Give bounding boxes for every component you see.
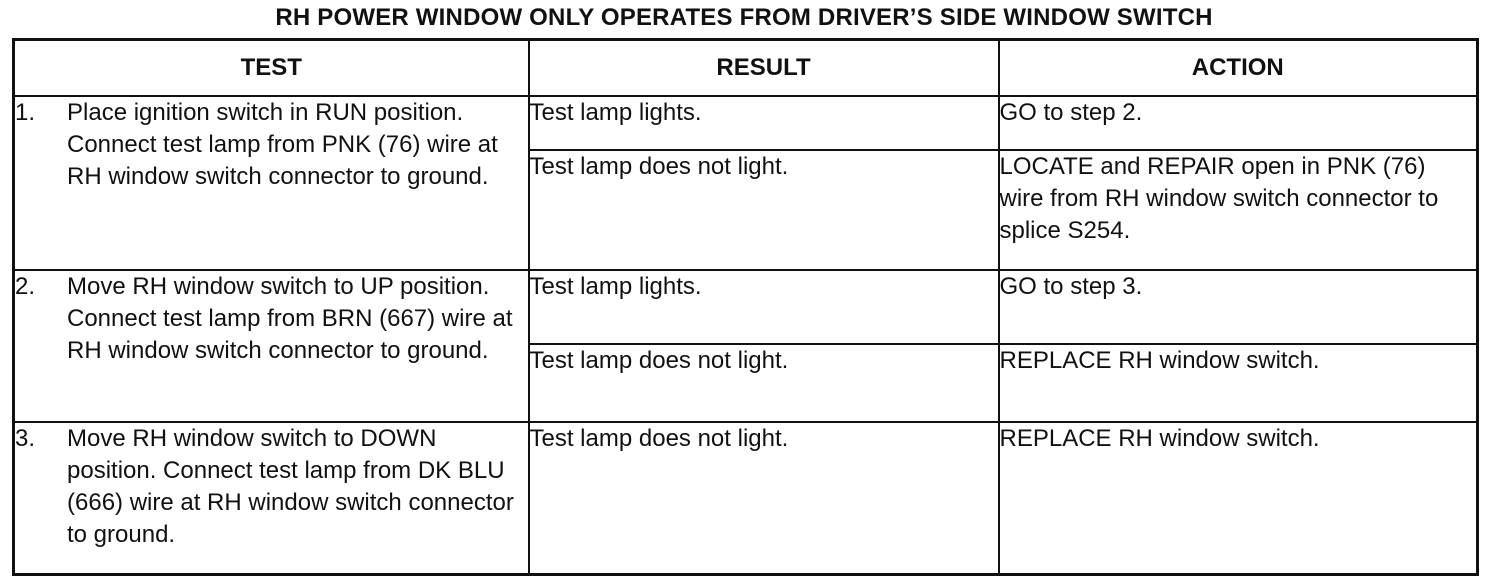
step-2-test-cell — [14, 270, 529, 422]
table-row — [14, 96, 1478, 150]
result-cell: Test lamp does not light. — [529, 150, 999, 270]
step-test-text: Move RH window switch to UP position. Connect test lamp from BRN (667) wire at RH window switch connector to ground. — [67, 273, 513, 364]
result-cell: Test lamp lights. — [529, 96, 999, 150]
result-cell: Test lamp does not light. — [529, 422, 999, 575]
action-column-header: ACTION — [999, 40, 1478, 97]
action-cell: REPLACE RH window switch. — [999, 344, 1478, 422]
action-cell: GO to step 2. — [999, 96, 1478, 150]
step-number: 1. — [15, 99, 36, 126]
page-title: RH POWER WINDOW ONLY OPERATES FROM DRIVER’S SIDE WINDOW SWITCH — [275, 4, 1213, 31]
step-3-test-cell — [14, 422, 529, 575]
result-cell: Test lamp lights. — [529, 270, 999, 344]
action-cell: LOCATE and REPAIR open in PNK (76) wire from RH window switch connector to splice S254. — [999, 150, 1478, 270]
test-column-header: TEST — [14, 40, 529, 97]
header-row — [14, 40, 1478, 97]
table-row — [14, 422, 1478, 575]
step-test-text: Place ignition switch in RUN position. Connect test lamp from PNK (76) wire at RH window switch connector to ground. — [67, 99, 498, 190]
action-cell: REPLACE RH window switch. — [999, 422, 1478, 575]
result-column-header: RESULT — [529, 40, 999, 97]
action-cell: GO to step 3. — [999, 270, 1478, 344]
step-number: 2. — [15, 273, 36, 300]
step-test-text: Move RH window switch to DOWN position. Connect test lamp from DK BLU (666) wire at RH window switch connector to ground. — [67, 425, 514, 548]
step-number: 3. — [15, 425, 36, 452]
diagnostic-table — [12, 38, 1479, 576]
result-cell: Test lamp does not light. — [529, 344, 999, 422]
table-row — [14, 270, 1478, 344]
step-1-test-cell — [14, 96, 529, 270]
